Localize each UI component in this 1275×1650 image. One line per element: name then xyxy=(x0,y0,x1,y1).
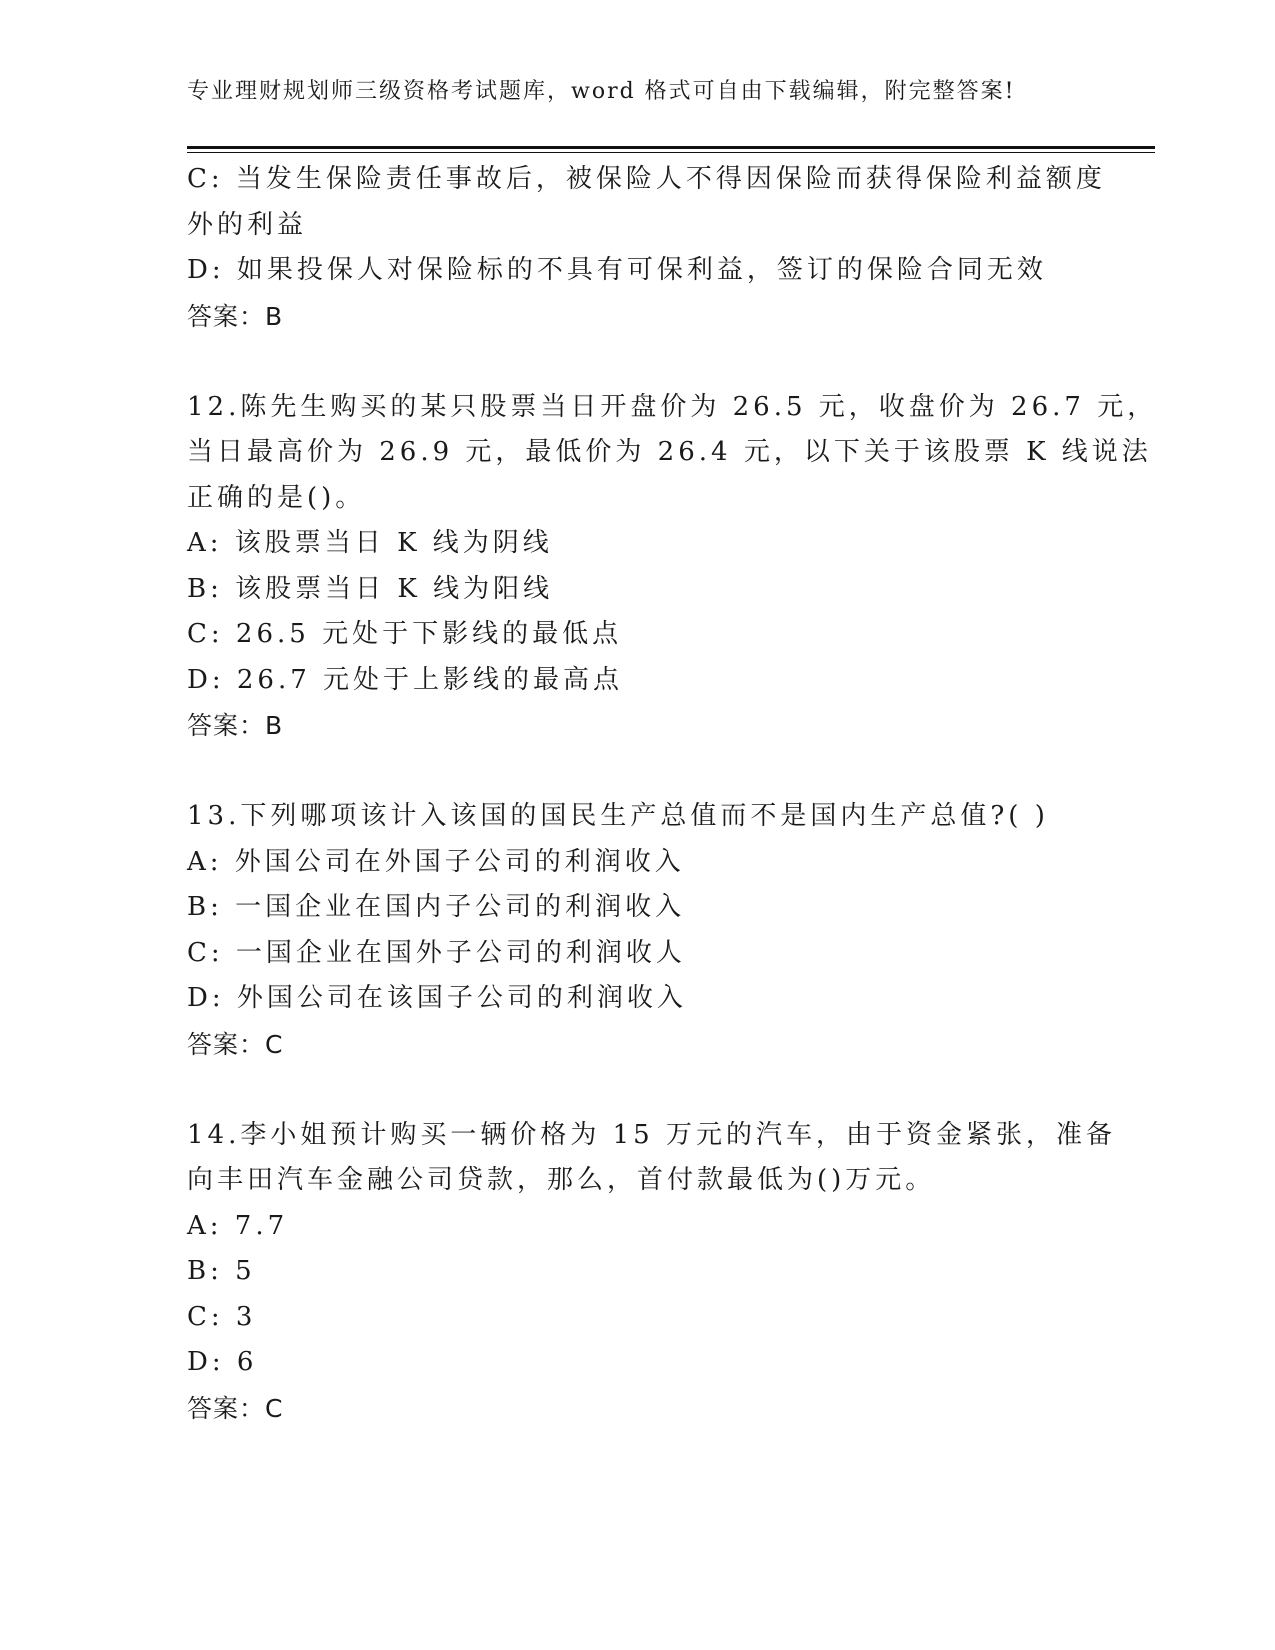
answer-line: 答案：B xyxy=(187,711,284,740)
option-a: A: 7.7 xyxy=(187,1210,289,1241)
option-d: D: 外国公司在该国子公司的利润收入 xyxy=(187,983,687,1013)
question-text: 当日最高价为 26.9 元，最低价为 26.4 元，以下关于该股票 K 线说法 xyxy=(187,437,1152,467)
spacer xyxy=(187,749,1087,795)
option-b: B: 一国企业在国内子公司的利润收入 xyxy=(187,892,686,922)
question-text: 12.陈先生购买的某只股票当日开盘价为 26.5 元，收盘价为 26.7 元， xyxy=(187,391,1158,422)
question-block-12 xyxy=(187,385,1158,749)
answer-line: 答案：C xyxy=(187,1393,284,1423)
option-a: A: 外国公司在外国子公司的利润收入 xyxy=(187,846,685,877)
option-c: C: 26.5 元处于下影线的最低点 xyxy=(187,619,623,649)
spacer xyxy=(187,1067,1087,1113)
question-block-13 xyxy=(187,794,1087,1067)
option-b: B: 5 xyxy=(187,1256,256,1286)
option-line: D: 如果投保人对保险标的不具有可保利益，签订的保险合同无效 xyxy=(187,255,1047,285)
option-a: A: 该股票当日 K 线为阴线 xyxy=(187,528,553,558)
spacer xyxy=(187,339,1087,385)
question-text: 正确的是()。 xyxy=(187,482,366,513)
question-block-11-continued xyxy=(187,157,1106,339)
option-d: D: 26.7 元处于上影线的最高点 xyxy=(187,664,624,695)
page-header: 专业理财规划师三级资格考试题库，word 格式可自由下载编辑，附完整答案! xyxy=(187,79,1016,104)
option-b: B: 该股票当日 K 线为阳线 xyxy=(187,573,554,604)
question-text: 向丰田汽车金融公司贷款，那么，首付款最低为()万元。 xyxy=(187,1165,936,1195)
answer-line: 答案：B xyxy=(187,301,284,331)
option-line: C: 当发生保险责任事故后，被保险人不得因保险而获得保险利益额度 xyxy=(187,164,1106,194)
header-rule-thin xyxy=(187,152,1155,153)
question-text: 14.李小姐预计购买一辆价格为 15 万元的汽车，由于资金紧张，准备 xyxy=(187,1119,1116,1150)
question-list xyxy=(187,157,1158,1431)
question-text: 13.下列哪项该计入该国的国民生产总值而不是国内生产总值?( ) xyxy=(187,801,1049,831)
option-c: C: 一国企业在国外子公司的利润收人 xyxy=(187,937,686,968)
question-block-14 xyxy=(187,1113,1116,1432)
option-d: D: 6 xyxy=(187,1347,258,1377)
header-rule-thick xyxy=(187,146,1155,149)
answer-line: 答案：C xyxy=(187,1029,284,1059)
option-c: C: 3 xyxy=(187,1301,257,1332)
option-line: 外的利益 xyxy=(187,209,308,240)
